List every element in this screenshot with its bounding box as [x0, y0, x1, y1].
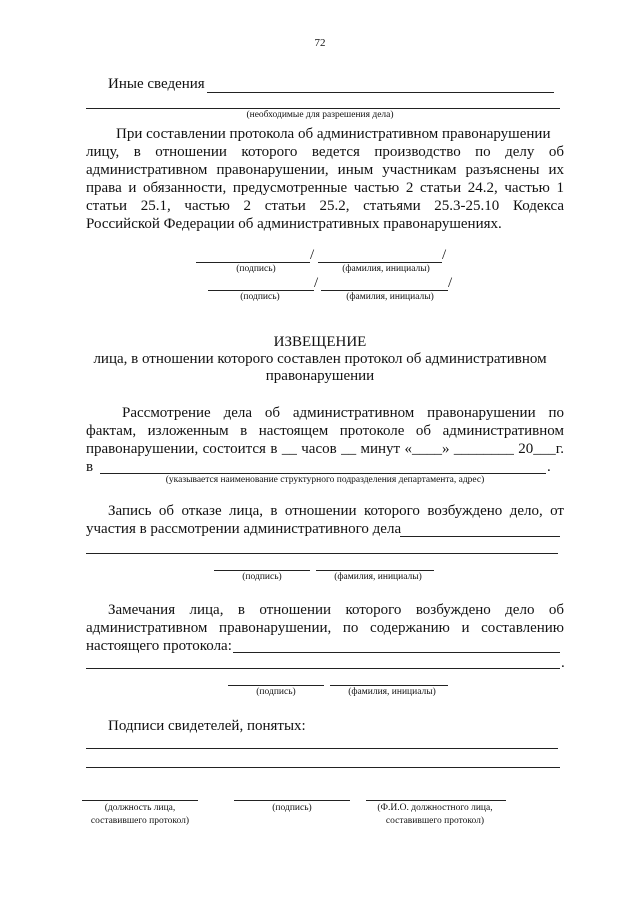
other-info-line [207, 92, 554, 93]
signature-line [208, 290, 314, 291]
signature-caption: (подпись) [256, 687, 296, 697]
rights-line-2: лицу, в отношении которого ведется производство по делу об [86, 144, 564, 160]
place-line [100, 473, 546, 474]
position-caption-1: (должность лица, [104, 803, 176, 813]
name-line [366, 800, 506, 801]
refusal-line-full [86, 553, 558, 554]
refusal-line-1: Запись об отказе лица, в отношении которого возбуждено дело, от [108, 503, 564, 519]
name-caption-1: (Ф.И.О. должностного лица, [377, 803, 493, 813]
other-info-label: Иные сведения [108, 76, 205, 92]
remarks-line [233, 652, 560, 653]
rights-line-5: статьи 25.1, частью 2 статьи 25.2, статьями 25.3-25.10 Кодекса [86, 198, 564, 214]
name-line [318, 262, 442, 263]
remarks-line-2: административном правонарушении, по содержанию и составлению [86, 620, 564, 636]
signature-caption: (подпись) [272, 803, 312, 813]
name-caption: (фамилия, инициалы) [342, 264, 430, 274]
name-caption: (фамилия, инициалы) [348, 687, 436, 697]
notice-subtitle-2: правонарушении [265, 368, 375, 384]
position-caption-2: составившего протокол) [90, 816, 190, 826]
witnesses-label: Подписи свидетелей, понятых: [108, 718, 306, 734]
notice-subtitle-1: лица, в отношении которого составлен протокол об административном [93, 351, 547, 367]
slash-separator: / [448, 275, 453, 291]
notice-body-2: фактам, изложенным в настоящем протоколе об административном [86, 423, 564, 439]
rights-line-6: Российской Федерации об административных правонарушениях. [86, 216, 502, 232]
rights-line-1: При составлении протокола об административном правонарушении [116, 126, 551, 142]
notice-place-prefix: в [86, 459, 94, 475]
name-caption-2: составившего протокол) [385, 816, 485, 826]
remarks-end: . [561, 655, 565, 671]
signature-line [196, 262, 310, 263]
name-caption: (фамилия, инициалы) [346, 292, 434, 302]
signature-caption: (подпись) [240, 292, 280, 302]
signature-caption: (подпись) [236, 264, 276, 274]
signature-line [228, 685, 324, 686]
remarks-line-3: настоящего протокола: [86, 638, 232, 654]
rights-line-3: административном правонарушении, иным участникам разъяснены их [86, 162, 564, 178]
slash-separator: / [442, 247, 447, 263]
notice-body-1: Рассмотрение дела об административном правонарушении по [122, 405, 564, 421]
other-info-caption: (необходимые для разрешения дела) [246, 110, 394, 120]
refusal-line [400, 536, 560, 537]
signature-caption: (подпись) [242, 572, 282, 582]
notice-title: ИЗВЕЩЕНИЕ [273, 334, 367, 350]
witness-line [86, 767, 560, 768]
place-caption: (указывается наименование структурного подразделения департамента, адрес) [165, 475, 485, 485]
remarks-line-1: Замечания лица, в отношении которого возбуждено дело об [108, 602, 564, 618]
position-line [82, 800, 198, 801]
other-info-line-2 [86, 108, 560, 109]
name-caption: (фамилия, инициалы) [334, 572, 422, 582]
slash-separator: / [314, 275, 319, 291]
notice-place-end: . [547, 459, 551, 475]
remarks-line-full [86, 668, 560, 669]
refusal-line-2: участия в рассмотрении административного дела [86, 521, 402, 537]
name-line [330, 685, 448, 686]
signature-line [214, 570, 310, 571]
name-line [321, 290, 448, 291]
name-line [316, 570, 434, 571]
signature-line [234, 800, 350, 801]
page-number: 72 [314, 37, 326, 49]
witness-line [86, 748, 558, 749]
rights-line-4: права и обязанности, предусмотренные частью 2 статьи 24.2, частью 1 [86, 180, 564, 196]
notice-date-line: правонарушении, состоится в __ часов __ минут «____» ________ 20___г. [86, 441, 564, 457]
slash-separator: / [310, 247, 315, 263]
